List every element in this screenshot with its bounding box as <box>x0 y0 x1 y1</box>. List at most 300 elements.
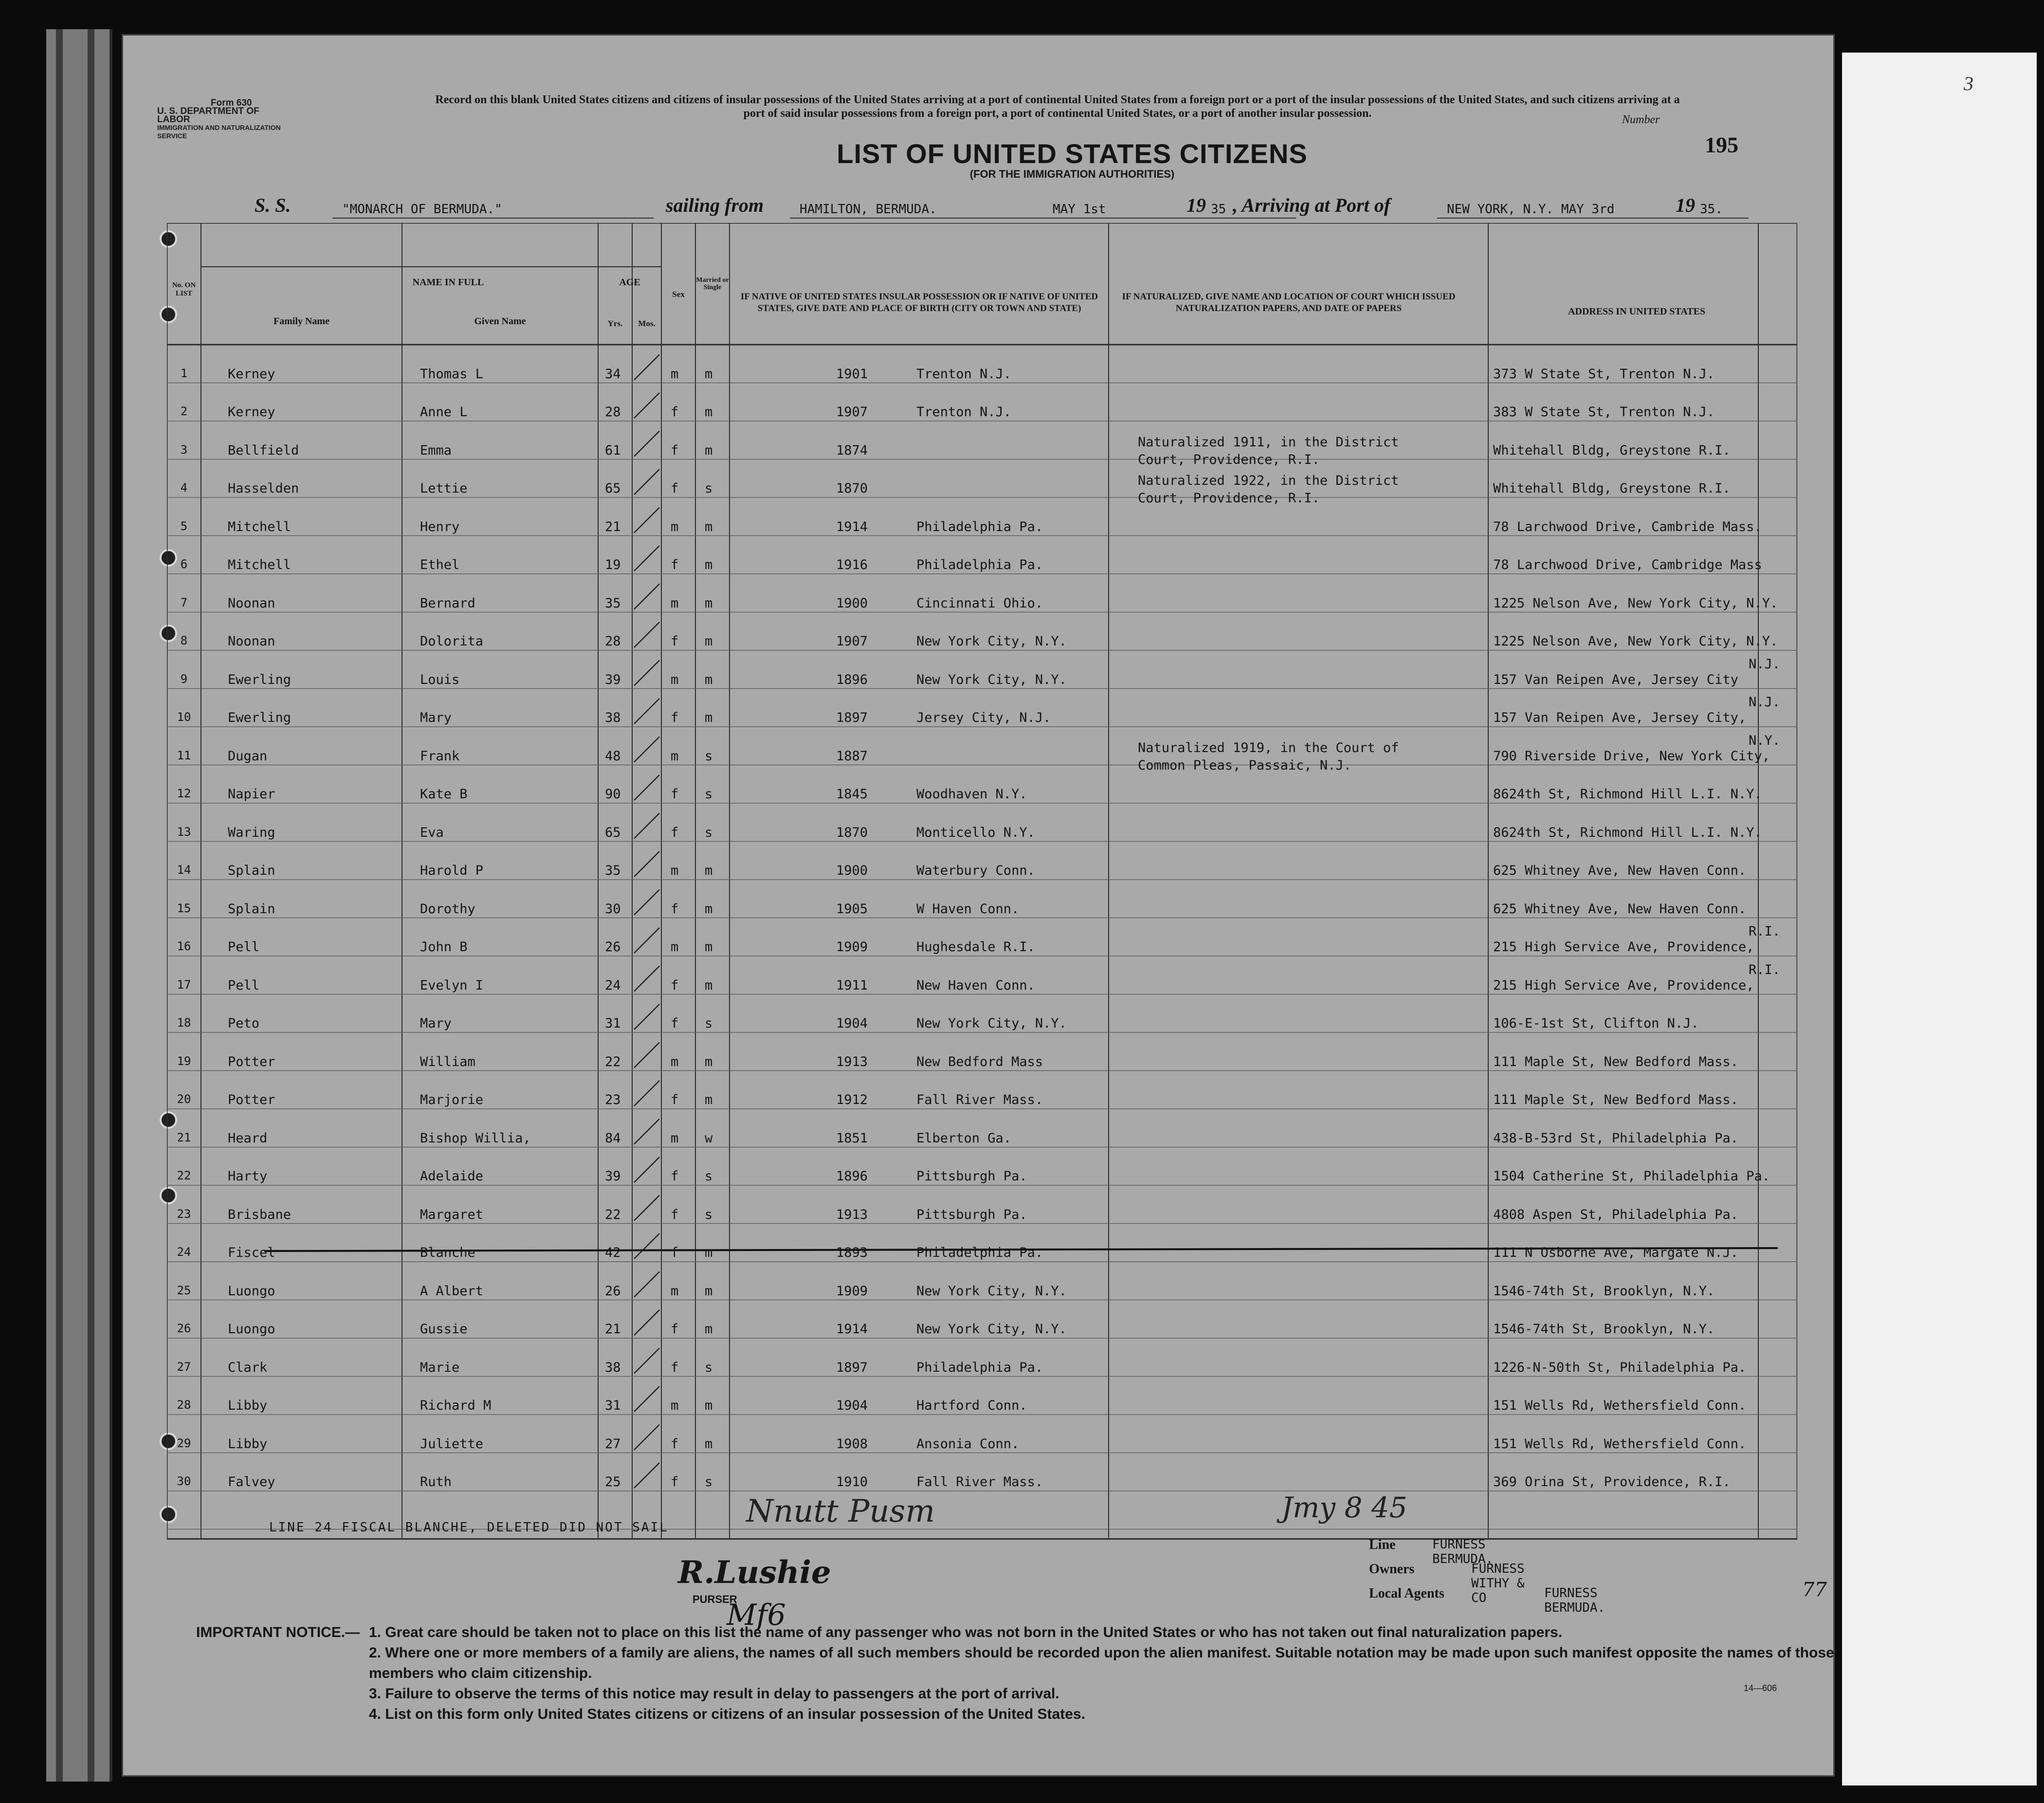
address: 1225 Nelson Ave, New York City, N.Y. <box>1493 595 1778 611</box>
birth-place: Philadelphia Pa. <box>916 1360 1043 1375</box>
form-identifier <box>157 99 284 140</box>
given-name: Dorothy <box>420 901 475 917</box>
family-name: Mitchell <box>228 519 292 534</box>
address: 8624th St, Richmond Hill L.I. N.Y. <box>1493 787 1762 802</box>
arrival-year-prefix: 19 <box>1676 194 1695 216</box>
underline <box>790 218 1296 219</box>
grid-line <box>634 1081 659 1106</box>
departure-date: MAY 1st <box>1053 202 1106 217</box>
grid-line <box>634 966 659 992</box>
facing-page <box>1842 53 2037 1785</box>
sex: f <box>671 557 679 572</box>
family-name: Kerney <box>228 366 275 382</box>
address: 157 Van Reipen Ave, Jersey City, <box>1493 710 1747 725</box>
grid-line <box>634 1348 659 1374</box>
family-name: Waring <box>228 825 275 840</box>
marital-status: m <box>705 863 713 878</box>
marital-status: s <box>705 481 713 496</box>
sex: m <box>671 595 679 611</box>
list-number: 195 <box>1705 132 1738 157</box>
given-name: William <box>420 1054 475 1069</box>
birth-year: 1896 <box>836 1169 868 1184</box>
sex: f <box>671 1474 679 1490</box>
sex: f <box>671 787 679 802</box>
binder-strip <box>56 29 63 1782</box>
marital-status: m <box>705 710 713 725</box>
birth-place: Pittsburgh Pa. <box>916 1169 1027 1184</box>
birth-year: 1845 <box>836 787 868 802</box>
address: 373 W State St, Trenton N.J. <box>1493 366 1715 382</box>
given-name: Mary <box>420 710 452 725</box>
naturalization-note: Naturalized 1919, in the Court of <box>1138 740 1399 755</box>
header-sex: Sex <box>672 290 685 299</box>
family-name: Bellfield <box>228 442 299 458</box>
given-name: Bishop Willia, <box>420 1130 531 1146</box>
age-years: 39 <box>605 672 621 687</box>
birth-place: Hughesdale R.I. <box>916 939 1035 955</box>
row-number: 9 <box>180 672 188 686</box>
family-name: Brisbane <box>228 1207 292 1222</box>
birth-place: Philadelphia Pa. <box>916 519 1043 534</box>
row-number: 21 <box>177 1130 191 1144</box>
age-years: 28 <box>605 634 621 649</box>
birth-year: 1913 <box>836 1207 868 1222</box>
age-years: 90 <box>605 787 621 802</box>
address: 111 N Osborne Ave, Margate N.J. <box>1493 1245 1738 1260</box>
record-instructions: Record on this blank United States citizens and citizens of insular possessions of the United States arriving at a port of continental United States from a foreign port or a port of the insular possessions of the United States, and such citizens arriving at a port of said insular possessions from a foreign port, a port of continental United States, or a port of another insular possession. <box>435 93 1680 120</box>
arrival-year: 35. <box>1700 202 1723 217</box>
birth-year: 1910 <box>836 1474 868 1490</box>
naturalization-note: Naturalized 1911, in the District <box>1138 435 1399 450</box>
given-name: Anne L <box>420 405 468 420</box>
address-overflow: R.I. <box>1749 924 1781 939</box>
marital-status: m <box>705 557 713 572</box>
ship-name: "MONARCH OF BERMUDA." <box>342 202 502 217</box>
family-name: Heard <box>228 1130 268 1146</box>
age-years: 31 <box>605 1016 621 1031</box>
family-name: Pell <box>228 977 260 993</box>
birth-year: 1907 <box>836 634 868 649</box>
line-field <box>1369 1537 1494 1566</box>
family-name: Splain <box>228 901 275 917</box>
marital-status: s <box>705 787 713 802</box>
age-years: 35 <box>605 863 621 878</box>
header-mos: Mos. <box>638 319 656 328</box>
owners-label: Owners <box>1369 1562 1415 1577</box>
grid-line <box>634 1119 659 1144</box>
birth-place: Hartford Conn. <box>916 1398 1027 1413</box>
given-name: Eva <box>420 825 444 840</box>
sex: f <box>671 481 679 496</box>
family-name: Dugan <box>228 748 268 764</box>
age-years: 24 <box>605 977 621 993</box>
form-code: 14—606 <box>1744 1683 1777 1693</box>
row-number: 24 <box>177 1245 191 1259</box>
row-number: 14 <box>177 863 191 877</box>
voyage-line <box>186 182 1792 221</box>
family-name: Libby <box>228 1398 268 1413</box>
underline <box>332 218 654 219</box>
grid-line <box>634 1463 659 1488</box>
family-name: Peto <box>228 1016 260 1031</box>
marital-status: m <box>705 1283 713 1299</box>
address-overflow: N.J. <box>1749 656 1781 672</box>
family-name: Pell <box>228 939 260 955</box>
family-name: Falvey <box>228 1474 275 1490</box>
sex: f <box>671 1016 679 1031</box>
sex: f <box>671 710 679 725</box>
grid-line <box>634 508 659 533</box>
given-name: Gussie <box>420 1322 468 1337</box>
row-number: 25 <box>177 1283 191 1297</box>
sex: m <box>671 672 679 687</box>
grid-line <box>634 393 659 418</box>
binder-strip <box>88 29 94 1782</box>
sex: f <box>671 442 679 458</box>
row-number: 28 <box>177 1398 191 1412</box>
address: 151 Wells Rd, Wethersfield Conn. <box>1493 1436 1747 1452</box>
sex: f <box>671 1207 679 1222</box>
sex: m <box>671 366 679 382</box>
header-age: AGE <box>619 277 640 288</box>
marital-status: m <box>705 366 713 382</box>
family-name: Luongo <box>228 1283 275 1299</box>
row-number: 12 <box>177 787 191 800</box>
given-name: Harold P <box>420 863 484 878</box>
birth-year: 1907 <box>836 405 868 420</box>
grid-line <box>634 431 659 457</box>
grid-line <box>634 622 659 647</box>
age-years: 65 <box>605 825 621 840</box>
family-name: Noonan <box>228 634 275 649</box>
row-number: 26 <box>177 1322 191 1335</box>
number-label: Number <box>1622 113 1660 126</box>
address: 1226-N-50th St, Philadelphia Pa. <box>1493 1360 1747 1375</box>
sex: f <box>671 1245 679 1260</box>
birth-place: Pittsburgh Pa. <box>916 1207 1027 1222</box>
marital-status: m <box>705 634 713 649</box>
address: 151 Wells Rd, Wethersfield Conn. <box>1493 1398 1747 1413</box>
departure-year: 35 <box>1211 202 1226 217</box>
address: 438-B-53rd St, Philadelphia Pa. <box>1493 1130 1738 1146</box>
row-number: 6 <box>180 557 188 571</box>
header-yrs: Yrs. <box>607 319 623 328</box>
department-name: U. S. DEPARTMENT OF LABOR <box>157 106 259 125</box>
agents-value: FURNESS BERMUDA. <box>1544 1586 1606 1615</box>
age-years: 22 <box>605 1207 621 1222</box>
naturalization-note: Common Pleas, Passaic, N.J. <box>1138 758 1351 773</box>
age-years: 38 <box>605 1360 621 1375</box>
grid-line <box>634 1004 659 1030</box>
marital-status: m <box>705 901 713 917</box>
birth-place: Trenton N.J. <box>916 405 1012 420</box>
departure-port: HAMILTON, BERMUDA. <box>800 202 937 217</box>
address: 157 Van Reipen Ave, Jersey City <box>1493 672 1738 687</box>
row-number: 4 <box>180 481 188 495</box>
given-name: Marie <box>420 1360 460 1375</box>
grid-line <box>634 469 659 495</box>
purser-signature: R.Lushie <box>678 1554 831 1591</box>
birth-place: Trenton N.J. <box>916 366 1012 382</box>
age-years: 21 <box>605 1322 621 1337</box>
birth-place: New York City, N.Y. <box>916 672 1067 687</box>
address: 383 W State St, Trenton N.J. <box>1493 405 1715 420</box>
given-name: Mary <box>420 1016 452 1031</box>
family-name: Fiscel <box>228 1245 275 1260</box>
birth-year: 1901 <box>836 366 868 382</box>
age-years: 38 <box>605 710 621 725</box>
birth-place: Ansonia Conn. <box>916 1436 1020 1452</box>
family-name: Clark <box>228 1360 268 1375</box>
age-years: 22 <box>605 1054 621 1069</box>
row-number: 29 <box>177 1436 191 1450</box>
row-number: 11 <box>177 748 191 762</box>
row-number: 20 <box>177 1092 191 1106</box>
given-name: Ethel <box>420 557 460 572</box>
naturalization-note: Naturalized 1922, in the District <box>1138 473 1399 488</box>
given-name: Lettie <box>420 481 468 496</box>
age-years: 25 <box>605 1474 621 1490</box>
sex: m <box>671 1283 679 1299</box>
address-overflow: N.Y. <box>1749 733 1781 748</box>
grid-line <box>634 737 659 762</box>
manifest-sheet <box>122 34 1835 1777</box>
birth-year: 1916 <box>836 557 868 572</box>
naturalization-note: Court, Providence, R.I. <box>1138 490 1320 506</box>
address: 78 Larchwood Drive, Cambride Mass. <box>1493 519 1762 534</box>
age-years: 31 <box>605 1398 621 1413</box>
marital-status: m <box>705 519 713 534</box>
row-number: 30 <box>177 1474 191 1488</box>
header-name-in-full: NAME IN FULL <box>412 277 484 288</box>
grid-line <box>634 813 659 839</box>
header-address: ADDRESS IN UNITED STATES <box>1568 306 1706 317</box>
given-name: Dolorita <box>420 634 484 649</box>
family-name: Kerney <box>228 405 275 420</box>
birth-place: Fall River Mass. <box>916 1474 1043 1490</box>
row-number: 22 <box>177 1169 191 1182</box>
row-number: 5 <box>180 519 188 533</box>
given-name: Margaret <box>420 1207 484 1222</box>
notice-item: 4. List on this form only United States citizens or citizens of an insular possession of the United States. <box>369 1706 1085 1722</box>
year-prefix: 19 <box>1186 194 1206 216</box>
birth-year: 1897 <box>836 710 868 725</box>
page-number: 3 <box>1964 73 1973 94</box>
header-naturalized: IF NATURALIZED, GIVE NAME AND LOCATION OF COURT WHICH ISSUED NATURALIZATION PAPERS, AND DATE OF PAPERS <box>1122 292 1456 313</box>
grid-line <box>634 851 659 877</box>
grid-line <box>634 1425 659 1450</box>
owners-value: FURNESS WITHY & CO <box>1471 1562 1525 1605</box>
marital-status: m <box>705 595 713 611</box>
sex: m <box>671 939 679 955</box>
sex: m <box>671 519 679 534</box>
age-years: 42 <box>605 1245 621 1260</box>
age-years: 28 <box>605 405 621 420</box>
sailing-label: sailing from <box>666 194 764 216</box>
arriving-label: , Arriving at Port of <box>1233 194 1391 216</box>
address: Whitehall Bldg, Greystone R.I. <box>1493 481 1731 496</box>
sex: m <box>671 1130 679 1146</box>
address: 111 Maple St, New Bedford Mass. <box>1493 1054 1738 1069</box>
address-overflow: R.I. <box>1749 962 1781 977</box>
address: 369 Orina St, Providence, R.I. <box>1493 1474 1731 1490</box>
sex: m <box>671 1054 679 1069</box>
sex: f <box>671 1322 679 1337</box>
given-name: John B <box>420 939 468 955</box>
given-name: Ruth <box>420 1474 452 1490</box>
arrival-port: NEW YORK, N.Y. MAY 3rd <box>1447 202 1615 217</box>
birth-place: New York City, N.Y. <box>916 634 1067 649</box>
handwritten-initials: Mf6 <box>727 1598 786 1632</box>
family-name: Potter <box>228 1054 275 1069</box>
given-name: Emma <box>420 442 452 458</box>
grid-line <box>634 1233 659 1259</box>
given-name: Frank <box>420 748 460 764</box>
given-name: Richard M <box>420 1398 492 1413</box>
row-number: 23 <box>177 1207 191 1221</box>
birth-year: 1913 <box>836 1054 868 1069</box>
birth-year: 1914 <box>836 519 868 534</box>
address: 625 Whitney Ave, New Haven Conn. <box>1493 901 1747 917</box>
address: 1546-74th St, Brooklyn, N.Y. <box>1493 1283 1715 1299</box>
handwritten-notation: Nnutt Pusm <box>746 1493 935 1529</box>
birth-year: 1870 <box>836 825 868 840</box>
row-number: 1 <box>180 366 188 380</box>
marital-status: s <box>705 748 713 764</box>
birth-year: 1914 <box>836 1322 868 1337</box>
birth-place: New York City, N.Y. <box>916 1283 1067 1299</box>
row-number: 8 <box>180 634 188 647</box>
birth-place: W Haven Conn. <box>916 901 1020 917</box>
grid-line <box>634 1196 659 1221</box>
address: 625 Whitney Ave, New Haven Conn. <box>1493 863 1747 878</box>
address: 790 Riverside Drive, New York City, <box>1493 748 1770 764</box>
underline <box>1437 218 1749 219</box>
row-number: 13 <box>177 825 191 839</box>
grid-line <box>634 928 659 953</box>
header-birth: IF NATIVE OF UNITED STATES INSULAR POSSESSION OR IF NATIVE OF UNITED STATES, GIVE DATE AND PLACE OF BIRTH (CITY OR TOWN AND STATE) <box>740 292 1098 313</box>
birth-year: 1887 <box>836 748 868 764</box>
family-name: Luongo <box>228 1322 275 1337</box>
birth-place: New York City, N.Y. <box>916 1016 1067 1031</box>
header-given-name: Given Name <box>474 316 526 327</box>
birth-place: Woodhaven N.Y. <box>916 787 1027 802</box>
row-number: 7 <box>180 595 188 609</box>
given-name: Kate B <box>420 787 468 802</box>
deletion-note: LINE 24 FISCAL BLANCHE, DELETED DID NOT SAIL <box>269 1520 669 1535</box>
birth-year: 1908 <box>836 1436 868 1452</box>
marital-status: s <box>705 1474 713 1490</box>
birth-year: 1905 <box>836 901 868 917</box>
birth-year: 1893 <box>836 1245 868 1260</box>
agents-label: Local Agents <box>1369 1586 1444 1601</box>
given-name: Bernard <box>420 595 475 611</box>
birth-place: Philadelphia Pa. <box>916 1245 1043 1260</box>
notice-item: 1. Great care should be taken not to place on this list the name of any passenger who was not born in the United States or who has not taken out final naturalization papers. <box>369 1624 1563 1640</box>
grid-line <box>634 584 659 609</box>
notice-item: 3. Failure to observe the terms of this notice may result in delay to passengers at the port of arrival. <box>369 1686 1059 1702</box>
sex: f <box>671 1360 679 1375</box>
row-number: 19 <box>177 1054 191 1068</box>
sex: f <box>671 1436 679 1452</box>
marital-status: s <box>705 825 713 840</box>
birth-place: Elberton Ga. <box>916 1130 1012 1146</box>
address: 215 High Service Ave, Providence, <box>1493 977 1754 993</box>
header-family-name: Family Name <box>274 316 329 327</box>
line-value: FURNESS BERMUDA. <box>1432 1537 1494 1566</box>
given-name: Thomas L <box>420 366 484 382</box>
grid-line <box>634 1310 659 1335</box>
birth-place: Waterbury Conn. <box>916 863 1035 878</box>
birth-place: Philadelphia Pa. <box>916 557 1043 572</box>
age-years: 21 <box>605 519 621 534</box>
naturalization-note: Court, Providence, R.I. <box>1138 452 1320 467</box>
row-number: 27 <box>177 1360 191 1374</box>
birth-year: 1912 <box>836 1092 868 1107</box>
family-name: Mitchell <box>228 557 292 572</box>
birth-place: Fall River Mass. <box>916 1092 1043 1107</box>
header-no: No. ON LIST <box>172 281 196 297</box>
grid-line <box>634 775 659 800</box>
family-name: Noonan <box>228 595 275 611</box>
line-label: Line <box>1369 1537 1396 1552</box>
purser-label: PURSER <box>693 1593 737 1605</box>
agents-field <box>1369 1586 1606 1615</box>
marital-status: m <box>705 672 713 687</box>
header-married-single: Married or Single <box>696 276 729 291</box>
service-name: IMMIGRATION AND NATURALIZATION SERVICE <box>157 124 281 140</box>
family-name: Napier <box>228 787 275 802</box>
grid-line <box>634 1386 659 1412</box>
address: Whitehall Bldg, Greystone R.I. <box>1493 442 1731 458</box>
address: 215 High Service Ave, Providence, <box>1493 939 1754 955</box>
marital-status: w <box>705 1130 713 1146</box>
sex: f <box>671 901 679 917</box>
given-name: Evelyn I <box>420 977 484 993</box>
birth-place: New Haven Conn. <box>916 977 1035 993</box>
marital-status: m <box>705 442 713 458</box>
sex: f <box>671 634 679 649</box>
row-number: 10 <box>177 710 191 724</box>
grid-line <box>634 1157 659 1182</box>
row-number: 17 <box>177 977 191 992</box>
row-number: 16 <box>177 939 191 953</box>
page-title: LIST OF UNITED STATES CITIZENS <box>837 138 1308 169</box>
given-name: Henry <box>420 519 460 534</box>
row-number: 18 <box>177 1016 191 1030</box>
grid-line <box>634 355 659 380</box>
ss-label: S. S. <box>255 194 291 216</box>
marital-status: m <box>705 977 713 993</box>
birth-year: 1904 <box>836 1398 868 1413</box>
given-name: A Albert <box>420 1283 484 1299</box>
address: 78 Larchwood Drive, Cambridge Mass <box>1493 557 1762 572</box>
sex: f <box>671 1092 679 1107</box>
marital-status: m <box>705 939 713 955</box>
age-years: 19 <box>605 557 621 572</box>
age-years: 39 <box>605 1169 621 1184</box>
birth-year: 1896 <box>836 672 868 687</box>
birth-place: Jersey City, N.J. <box>916 710 1051 725</box>
sex: f <box>671 825 679 840</box>
form-number: Form 630 <box>211 98 252 108</box>
age-years: 35 <box>605 595 621 611</box>
birth-year: 1909 <box>836 939 868 955</box>
given-name: Juliette <box>420 1436 484 1452</box>
family-name: Ewerling <box>228 710 292 725</box>
birth-year: 1909 <box>836 1283 868 1299</box>
marital-status: m <box>705 1092 713 1107</box>
